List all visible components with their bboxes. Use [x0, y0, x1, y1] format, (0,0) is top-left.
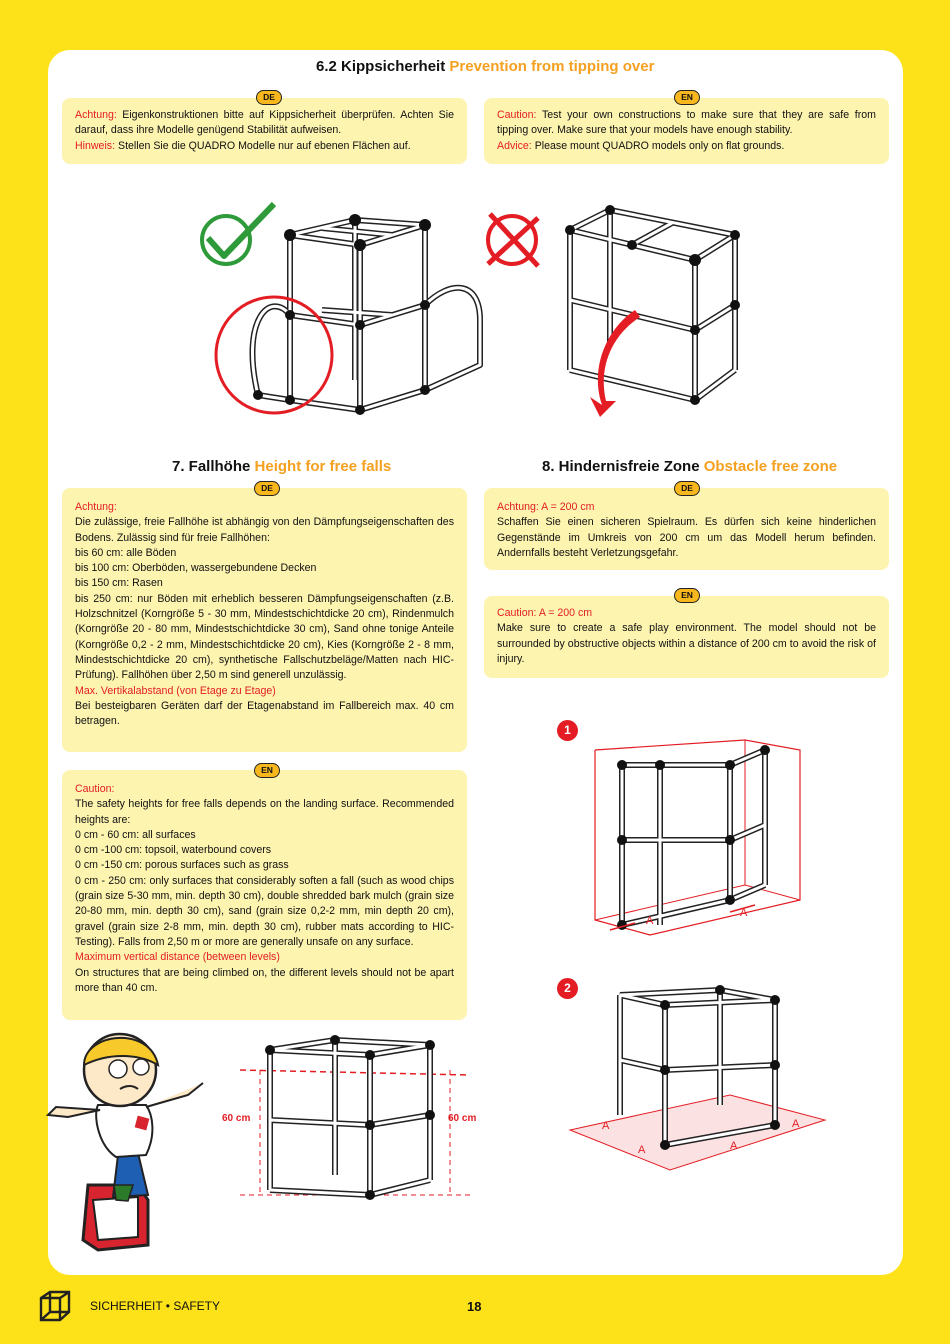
- unstable-frame-illustration: [560, 205, 750, 415]
- height-label-right: 60 cm: [448, 1113, 477, 1124]
- label-caution: Caution:: [497, 109, 537, 121]
- title-en: Height for free falls: [254, 458, 392, 475]
- figure-number-2: 2: [557, 978, 578, 999]
- title-de: 8. Hindernisfreie Zone: [542, 458, 700, 475]
- height-label-left: 60 cm: [222, 1113, 251, 1124]
- text-line: Bei besteigbaren Geräten darf der Etagenabstand im Fallbereich max. 40 cm betragen.: [75, 699, 454, 728]
- mascot-kid-illustration: [38, 1025, 218, 1265]
- title-de: 7. Fallhöhe: [172, 458, 251, 475]
- de-box-7: [62, 488, 467, 752]
- section-8-title: [542, 458, 837, 475]
- label-caution: Caution: A = 200 cm: [497, 607, 593, 619]
- text-line: 0 cm - 60 cm: all surfaces: [75, 828, 196, 841]
- de-tag: DE: [256, 90, 282, 105]
- dimension-a-label: A: [740, 907, 748, 919]
- section-6-2-title: [316, 58, 654, 75]
- text-line: bis 60 cm: alle Böden: [75, 546, 177, 559]
- obstacle-zone-figure-2: [570, 985, 830, 1175]
- section-7-title: [172, 458, 391, 475]
- text: Eigenkonstruktionen bitte auf Kippsicherheit überprüfen. Achten Sie darauf, dass ihre Modelle genügend Stabilität aufweisen.: [75, 109, 454, 137]
- label-caution: Caution:: [75, 783, 115, 795]
- title-de: 6.2 Kippsicherheit: [316, 58, 446, 75]
- label-achtung: Achtung: A = 200 cm: [497, 501, 595, 513]
- label-max-distance: Max. Vertikalabstand (von Etage zu Etage): [75, 684, 276, 697]
- text-line: Die zulässige, freie Fallhöhe ist abhängig von den Dämpfungseigenschaften des Bodens. Zulässig sind für freie Fallhöhen:: [75, 516, 454, 544]
- title-en: Prevention from tipping over: [449, 58, 655, 75]
- stable-frame-illustration: [210, 200, 500, 420]
- de-box-6-2: [62, 98, 467, 164]
- text: Stellen Sie die QUADRO Modelle nur auf ebenen Flächen auf.: [118, 139, 411, 152]
- text-line: 0 cm -150 cm: porous surfaces such as grass: [75, 859, 289, 872]
- en-box-8: [484, 596, 889, 678]
- text-line: The safety heights for free falls depends on the landing surface. Recommended heights are:: [75, 798, 454, 826]
- dimension-a-label: A: [602, 1120, 610, 1132]
- text-line: On structures that are being climbed on, the different levels should not be apart more than 40 cm.: [75, 966, 454, 994]
- text-line: 0 cm - 250 cm: only surfaces that considerably soften a fall (such as wood chips (grain size 5-30 mm, min. depth 30 cm), double shredded bark mulch (grain size 20-80 mm, min. depth 30 cm), sand (grain size 0,2-2 mm, min depth 20 cm), gravel (grain size 2-8 mm, min. depth 30 cm), rubber mats according to HIC-Testing). Falls from 2,50 m or more are generally unsafe on any surface.: [75, 874, 454, 948]
- obstacle-zone-figure-1: [590, 740, 830, 940]
- label-achtung: Achtung:: [75, 109, 117, 121]
- cube-logo-icon: [38, 1290, 72, 1322]
- text: Make sure to create a safe play environment. The model should not be surrounded by obstructive objects within a distance of 200 cm to avoid the risk of injury.: [497, 622, 876, 665]
- label-achtung: Achtung:: [75, 501, 117, 513]
- text-line: 0 cm -100 cm: topsoil, waterbound covers: [75, 844, 272, 857]
- en-tag: EN: [674, 90, 700, 105]
- label-max-distance: Maximum vertical distance (between levels): [75, 951, 280, 964]
- text-line: bis 150 cm: Rasen: [75, 577, 163, 590]
- text-line: bis 250 cm: nur Böden mit erheblich besseren Dämpfungseigenschaften (z.B. Holzschnitzel (Korngröße 5 - 30 mm, Mindestschichtdicke 20 cm), Rindenmulch (Korngröße 20 - 80 mm, Mindestschichtdicke 30 cm), Sand ohne tonige Anteile (Korngröße 0,2 - 2 mm, Mindestschichtdicke 20 cm), Kies (Korngröße 2 - 8 mm, Mindestschichtdicke 20 cm), synthetische Fallschutzbeläge/Matten nach HIC-Prüfung). Fallhöhen über 2,50 m sind generell unzulässig.: [75, 592, 454, 682]
- dimension-a-label: A: [792, 1118, 800, 1130]
- text: Schaffen Sie einen sicheren Spielraum. Es dürfen sich keine hinderlichen Gegenstände im Umkreis von 200 cm um das Modell herum befinden. Andernfalls besteht Verletzungsgefahr.: [497, 516, 876, 559]
- en-box-6-2: [484, 98, 889, 164]
- fall-height-figure: [220, 1025, 490, 1215]
- footer-label: SICHERHEIT • SAFETY: [90, 1299, 221, 1313]
- label-advice: Advice:: [497, 139, 532, 152]
- title-en: Obstacle free zone: [703, 458, 838, 475]
- de-box-8: [484, 488, 889, 570]
- en-box-7: [62, 770, 467, 1020]
- en-tag: EN: [254, 763, 280, 778]
- de-tag: DE: [254, 481, 280, 496]
- text: Please mount QUADRO models only on flat grounds.: [534, 139, 785, 152]
- en-tag: EN: [674, 588, 700, 603]
- label-hinweis: Hinweis:: [75, 139, 116, 152]
- page-number: 18: [467, 1299, 482, 1314]
- dimension-a-label: A: [646, 915, 654, 927]
- text-line: bis 100 cm: Oberböden, wassergebundene Decken: [75, 562, 317, 575]
- dimension-a-label: A: [730, 1140, 738, 1152]
- dimension-a-label: A: [638, 1144, 646, 1156]
- text: Test your own constructions to make sure that they are safe from tipping over. Make sure that your models have enough stability.: [497, 109, 876, 137]
- de-tag: DE: [674, 481, 700, 496]
- figure-number-1: 1: [557, 720, 578, 741]
